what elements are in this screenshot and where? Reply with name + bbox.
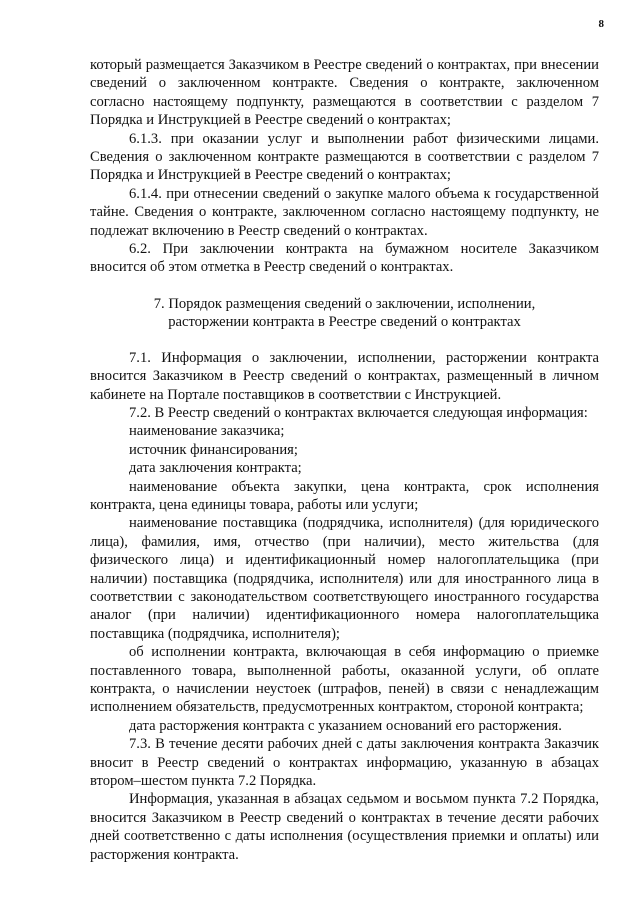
- paragraph-7-3: 7.3. В течение десяти рабочих дней с даты заключения контракта Заказчик вносит в Реестр сведений о контрактах информацию, указанную в абзацах втором–шестом пункта 7.2 Порядка.: [90, 736, 599, 790]
- list-item: наименование заказчика;: [129, 423, 285, 440]
- list-item: наименование поставщика (подрядчика, исполнителя) (для юридического лица), фамилия, имя, отчество (при наличии), место жительства (для физического лица) и идентификационный номер налогоплательщика (при наличии) поставщика (подрядчика, исполнителя) или для иностранного лица в соответствии с законодательством соответствующего иностранного государства аналог (при наличии) идентификационного номера налогоплательщика поставщика (подрядчика, исполнителя);: [90, 515, 599, 642]
- list-item: об исполнении контракта, включающая в себя информацию о приемке поставленного товара, выполненной работы, оказанной услуги, об оплате контракта, о начислении неустоек (штрафов, пеней) в связи с ненадлежащим исполнением обязательств, предусмотренных контрактом, стороной контракта;: [90, 644, 599, 716]
- list-item: дата расторжения контракта с указанием оснований его расторжения.: [129, 717, 562, 734]
- section-7-heading: 7. Порядок размещения сведений о заключении, исполнении, расторжении контракта в Реестре сведений о контрактах: [153, 295, 536, 331]
- paragraph-6-1-4: 6.1.4. при отнесении сведений о закупке малого объема к государственной тайне. Сведения о контракте, заключенном согласно настоящему подпункту, не подлежат включению в Реестр сведений о контрактах.: [90, 185, 599, 239]
- info-list: [90, 422, 599, 735]
- list-item: дата заключения контракта;: [129, 460, 302, 477]
- paragraph-6-1-3: 6.1.3. при оказании услуг и выполнении работ физическими лицами. Сведения о заключенном контракте размещаются в соответствии с разделом 7 Порядка и Инструкцией в Реестре сведений о контрактах;: [90, 130, 599, 184]
- document-body: [90, 56, 599, 864]
- paragraph-7-1: 7.1. Информация о заключении, исполнении, расторжении контракта вносится Заказчиком в Реестр сведений о контрактах, размещенный в личном кабинете на Портале поставщиков в соответствии с Инструкцией.: [90, 349, 599, 403]
- paragraph-final: Информация, указанная в абзацах седьмом и восьмом пункта 7.2 Порядка, вносится Заказчиком в Реестр сведений о контрактах в течение десяти рабочих дней соответственно с даты исполнения (осуществления приемки и оплаты) или расторжения контракта.: [90, 791, 599, 863]
- list-item: наименование объекта закупки, цена контракта, срок исполнения контракта, цена единицы товара, работы или услуги;: [90, 478, 599, 513]
- page-number: 8: [598, 18, 604, 30]
- paragraph-7-2: 7.2. В Реестр сведений о контрактах включается следующая информация:: [129, 404, 588, 421]
- list-item: источник финансирования;: [129, 441, 298, 458]
- paragraph-continuation: который размещается Заказчиком в Реестре сведений о контрактах, при внесении сведений о заключенном контракте. Сведения о контракте, заключенном согласно настоящему подпункту, размещаются в соответствии с разделом 7 Порядка и Инструкцией в Реестре сведений о контрактах;: [90, 57, 599, 129]
- paragraph-6-2: 6.2. При заключении контракта на бумажном носителе Заказчиком вносится об этом отметка в Реестр сведений о контрактах.: [90, 241, 599, 276]
